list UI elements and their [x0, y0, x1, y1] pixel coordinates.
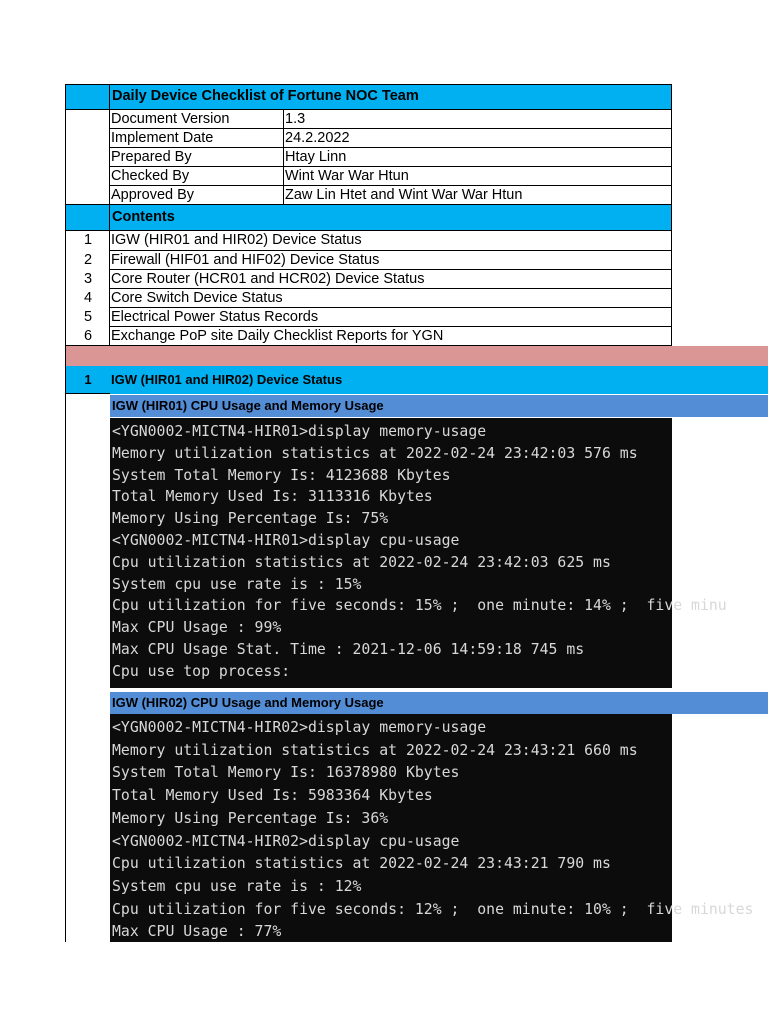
- contents-item-text: Exchange PoP site Daily Checklist Reports for YGN: [111, 328, 444, 344]
- grid-line: [66, 84, 672, 85]
- terminal-line: Max CPU Usage : 99%: [112, 619, 282, 637]
- contents-item-num: 1: [83, 232, 93, 248]
- contents-item-text: Electrical Power Status Records: [111, 309, 319, 325]
- hir02-terminal-screenshot: [110, 714, 754, 942]
- grid-line: [110, 250, 672, 251]
- terminal-line: Cpu utilization statistics at 2022-02-24 23:43:21 790 ms: [112, 855, 611, 873]
- grid-line: [109, 84, 110, 346]
- contents-item-text: IGW (HIR01 and HIR02) Device Status: [111, 232, 362, 248]
- info-value-version: 1.3: [285, 111, 306, 127]
- contents-heading: Contents: [112, 209, 175, 225]
- terminal-line: <YGN0002-MICTN4-HIR02>display cpu-usage: [112, 832, 460, 850]
- info-label-prepared-by: Prepared By: [111, 149, 192, 165]
- grid-line: [110, 326, 672, 327]
- contents-item-num: 5: [83, 309, 93, 325]
- contents-item-num: 3: [83, 271, 93, 287]
- separator-row: [66, 346, 768, 366]
- grid-line: [110, 128, 672, 129]
- terminal-line: Total Memory Used Is: 3113316 Kbytes: [112, 488, 433, 506]
- terminal-line: System Total Memory Is: 16378980 Kbytes: [112, 764, 460, 782]
- terminal-line: Cpu use top process:: [112, 662, 291, 680]
- page-title: Daily Device Checklist of Fortune NOC Team: [112, 88, 419, 104]
- terminal-line: Memory Using Percentage Is: 75%: [112, 510, 389, 528]
- terminal-line: <YGN0002-MICTN4-HIR02>display memory-usage: [112, 719, 487, 736]
- terminal-line: System cpu use rate is : 12%: [112, 877, 362, 895]
- section-number: 1: [84, 372, 92, 387]
- terminal-line: Cpu utilization statistics at 2022-02-24 23:42:03 625 ms: [112, 553, 611, 571]
- info-label-checked-by: Checked By: [111, 168, 190, 184]
- contents-item-text: Core Router (HCR01 and HCR02) Device Status: [111, 271, 425, 287]
- grid-line: [671, 84, 672, 346]
- terminal-line: Memory utilization statistics at 2022-02-24 23:42:03 576 ms: [112, 444, 638, 462]
- terminal-line: Max CPU Usage : 77%: [112, 923, 282, 941]
- contents-item-num: 4: [83, 290, 93, 306]
- info-value-prepared-by: Htay Linn: [285, 149, 347, 165]
- grid-line: [66, 230, 672, 231]
- grid-line: [65, 84, 66, 394]
- info-value-approved-by: Zaw Lin Htet and Wint War War Htun: [285, 187, 523, 203]
- grid-line: [110, 147, 672, 148]
- terminal-line: <YGN0002-MICTN4-HIR01>display cpu-usage: [112, 531, 460, 549]
- terminal-line: Total Memory Used Is: 5983364 Kbytes: [112, 787, 433, 805]
- grid-line: [110, 166, 672, 167]
- contents-item-num: 2: [83, 252, 93, 268]
- terminal-line: Cpu utilization for five seconds: 12% ; one minute: 10% ; five minutes: [112, 900, 754, 918]
- section-title: IGW (HIR01 and HIR02) Device Status: [111, 372, 343, 387]
- grid-line: [66, 345, 672, 346]
- grid-line: [66, 109, 672, 110]
- terminal-line: <YGN0002-MICTN4-HIR01>display memory-usage: [112, 423, 487, 440]
- info-value-implement-date: 24.2.2022: [285, 130, 350, 146]
- terminal-line: Memory utilization statistics at 2022-02-24 23:43:21 660 ms: [112, 741, 638, 759]
- hir01-subheader: IGW (HIR01) CPU Usage and Memory Usage: [112, 398, 384, 413]
- hir02-subheader: IGW (HIR02) CPU Usage and Memory Usage: [112, 695, 384, 710]
- hir01-terminal-screenshot: [110, 418, 727, 688]
- grid-line: [65, 394, 66, 942]
- contents-item-num: 6: [83, 328, 93, 344]
- terminal-line: Memory Using Percentage Is: 36%: [112, 809, 389, 827]
- grid-line: [110, 269, 672, 270]
- grid-line: [110, 185, 672, 186]
- info-value-checked-by: Wint War War Htun: [285, 168, 409, 184]
- terminal-line: System Total Memory Is: 4123688 Kbytes: [112, 466, 451, 484]
- info-label-version: Document Version: [111, 111, 230, 127]
- info-label-approved-by: Approved By: [111, 187, 195, 203]
- terminal-line: Max CPU Usage Stat. Time : 2021-12-06 14:59:18 745 ms: [112, 640, 585, 658]
- grid-line: [283, 109, 284, 205]
- grid-line: [110, 288, 672, 289]
- contents-item-text: Firewall (HIF01 and HIF02) Device Status: [111, 252, 380, 268]
- terminal-line: Cpu utilization for five seconds: 15% ; one minute: 14% ; five minu: [112, 597, 727, 615]
- grid-line: [66, 393, 110, 394]
- info-label-implement-date: Implement Date: [111, 130, 214, 146]
- grid-line: [66, 204, 672, 205]
- grid-line: [110, 307, 672, 308]
- contents-item-text: Core Switch Device Status: [111, 290, 283, 306]
- terminal-line: System cpu use rate is : 15%: [112, 575, 362, 593]
